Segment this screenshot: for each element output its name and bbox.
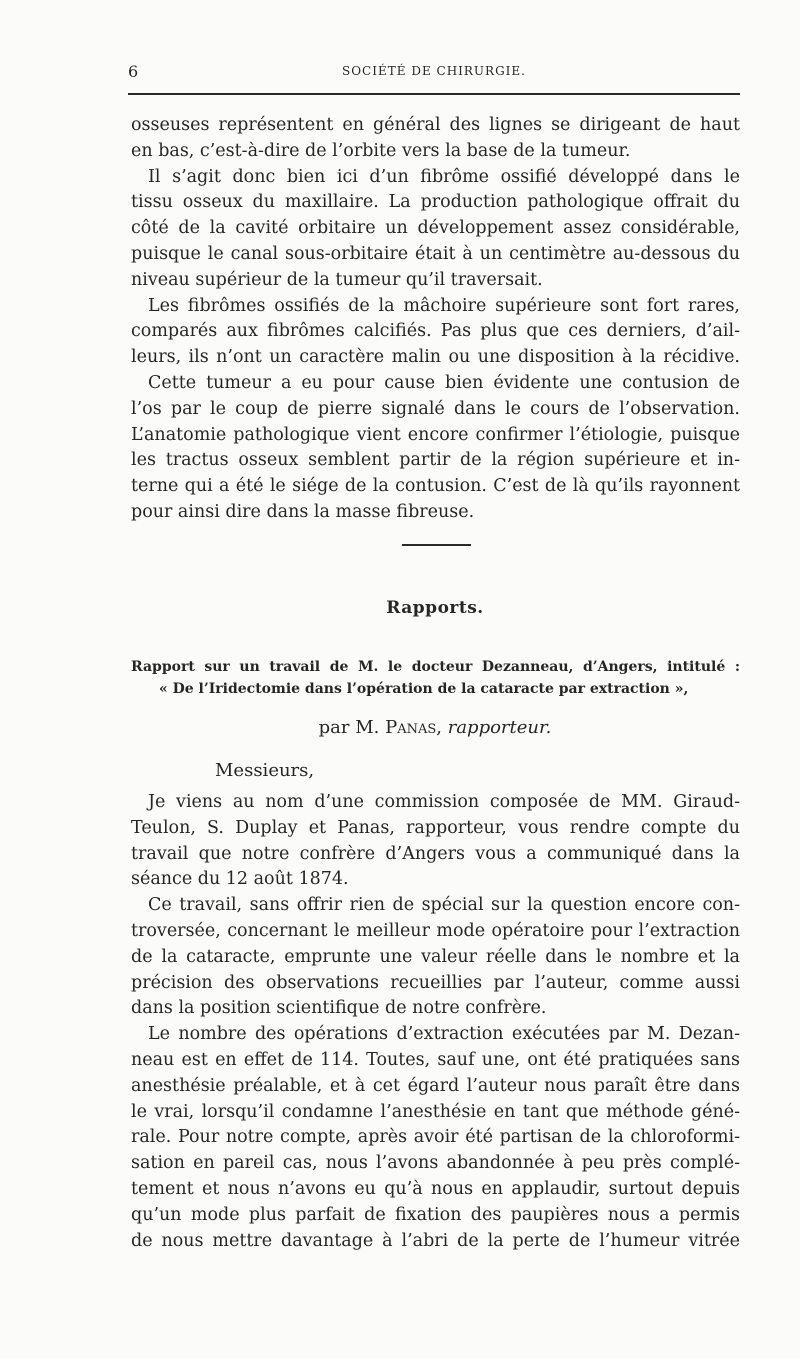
text-line: sation en pareil cas, nous l’avons abandonnée à peu près complé- <box>131 1153 740 1174</box>
running-head <box>128 62 740 84</box>
text-line: Teulon, S. Duplay et Panas, rapporteur, vous rendre compte du <box>131 817 740 838</box>
text-line: le vrai, lorsqu’il condamne l’anesthésie en tant que méthode géné- <box>131 1101 740 1122</box>
continued-text <box>131 113 740 526</box>
text-line: Cette tumeur a eu pour cause bien évidente une contusion de <box>148 372 740 393</box>
text-line: Les fibrômes ossifiés de la mâchoire supérieure sont fort rares, <box>148 295 740 316</box>
text-line: terne qui a été le siége de la contusion. C’est de là qu’ils rayonnent <box>131 476 740 497</box>
text-line: les tractus osseux semblent partir de la région supérieure et in- <box>131 450 740 471</box>
text-line: séance du 12 août 1874. <box>131 869 349 890</box>
page-number: 6 <box>128 62 139 81</box>
text-line: de nous mettre davantage à l’abri de la perte de l’humeur vitrée <box>131 1230 740 1251</box>
text-line: de la cataracte, emprunte une valeur réelle dans le nombre et la <box>131 946 740 967</box>
text-line: travail que notre confrère d’Angers vous a communiqué dans la <box>131 843 740 864</box>
byline-role: rapporteur. <box>447 717 552 738</box>
report-title-line: Rapport sur un travail de M. le docteur Dezanneau, d’Angers, intitulé : <box>131 659 740 675</box>
header-rule <box>128 93 740 95</box>
text-line: Le nombre des opérations d’extraction exécutées par M. Dezan- <box>148 1024 740 1045</box>
text-line: rale. Pour notre compte, après avoir été partisan de la chloroformi- <box>131 1127 740 1148</box>
text-line: pour ainsi dire dans la masse fibreuse. <box>131 501 475 522</box>
report-body <box>131 790 740 1254</box>
report-byline: par M. Panas, rapporteur. <box>318 717 552 738</box>
text-line: troversée, concernant le meilleur mode opératoire pour l’extraction <box>131 920 740 941</box>
text-line: anesthésie préalable, et à cet égard l’auteur nous paraît être dans <box>131 1075 740 1096</box>
report-title <box>131 656 740 700</box>
text-line: Ce travail, sans offrir rien de spécial sur la question encore con- <box>148 895 740 916</box>
byline-author: Panas <box>385 717 437 738</box>
text-line: niveau supérieur de la tumeur qu’il traversait. <box>131 269 543 290</box>
text-line: neau est en effet de 114. Toutes, sauf une, ont été pratiquées sans <box>131 1049 740 1070</box>
text-line: côté de la cavité orbitaire un développement assez considérable, <box>131 218 740 239</box>
text-line: Je viens au nom d’une commission composée de MM. Giraud- <box>148 792 740 812</box>
text-line: comparés aux fibrômes calcifiés. Pas plus que ces derniers, d’ail- <box>131 321 740 342</box>
text-line: osseuses représentent en général des lignes se dirigeant de haut <box>131 115 740 135</box>
salutation: Messieurs, <box>215 760 315 781</box>
text-line: tement et nous n’avons eu qu’à nous en applaudir, surtout depuis <box>131 1178 740 1199</box>
text-line: puisque le canal sous-orbitaire était à un centimètre au-dessous du <box>131 243 740 264</box>
byline-prefix: par M. <box>318 717 380 738</box>
text-line: précision des observations recueillies par l’auteur, comme aussi <box>131 972 740 993</box>
text-line: leurs, ils n’ont un caractère malin ou une disposition à la récidive. <box>131 347 740 368</box>
section-separator <box>402 544 471 546</box>
text-line: L’anatomie pathologique vient encore confirmer l’étiologie, puisque <box>131 424 740 445</box>
text-line: en bas, c’est-à-dire de l’orbite vers la base de la tumeur. <box>131 140 631 161</box>
text-line: qu’un mode plus parfait de fixation des paupières nous a permis <box>131 1204 740 1225</box>
running-title: SOCIÉTÉ DE CHIRURGIE. <box>342 64 526 78</box>
text-line: l’os par le coup de pierre signalé dans le cours de l’observation. <box>131 398 740 419</box>
text-line: tissu osseux du maxillaire. La production pathologique offrait du <box>131 192 740 213</box>
report-title-line: « De l’Iridectomie dans l’opération de la cataracte par extraction », <box>159 681 689 697</box>
text-line: dans la position scientifique de notre confrère. <box>131 998 547 1019</box>
text-line: Il s’agit donc bien ici d’un fibrôme ossifié développé dans le <box>148 166 740 187</box>
section-heading: Rapports. <box>386 598 484 618</box>
